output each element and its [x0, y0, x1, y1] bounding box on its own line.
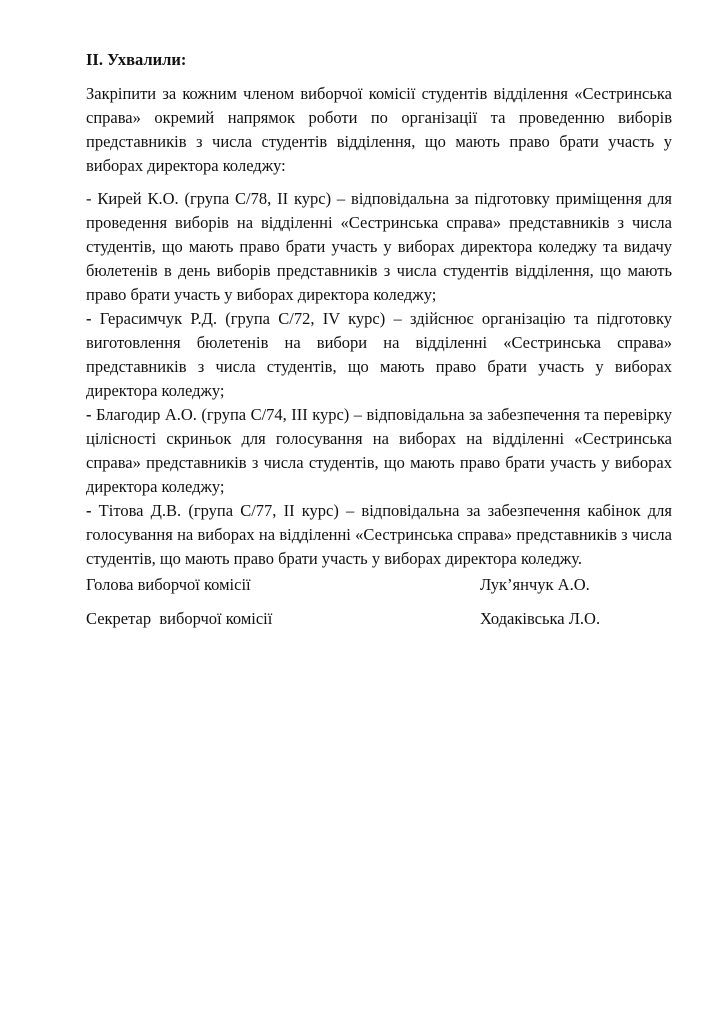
- assignment-item: [86, 307, 672, 403]
- assignment-item: [86, 403, 672, 499]
- section-heading: ІІ. Ухвалили:: [86, 50, 187, 69]
- assignment-item: [86, 499, 672, 571]
- list-dash: -: [86, 405, 92, 424]
- signature-row-secretary: [86, 607, 672, 641]
- assignment-text: Герасимчук Р.Д. (група С/72, IV курс) – здійснює організацію та підготовку виготовлення бюлетенів на вибори на відділенні «Сестринська справа» представників з числа студентів, що мають право брати участь у виборах директора коледжу;: [86, 309, 672, 400]
- signature-name: Лук’янчук А.О.: [480, 575, 590, 594]
- signature-name: Ходаківська Л.О.: [480, 609, 601, 628]
- list-dash: -: [86, 501, 92, 520]
- list-dash: -: [86, 309, 92, 328]
- assignment-text: Тітова Д.В. (група С/77, ІІ курс) – відповідальна за забезпечення кабінок для голосування на виборах на відділенні «Сестринська справа» представників з числа студентів, що мають право брати участь у виборах директора коледжу.: [86, 501, 672, 568]
- signature-role: Голова виборчої комісії: [86, 575, 251, 594]
- signature-row-chair: [86, 573, 672, 607]
- signature-role: Секретар виборчої комісії: [86, 609, 273, 628]
- assignment-text: Благодир А.О. (група С/74, ІІІ курс) – відповідальна за забезпечення та перевірку цілісності скриньок для голосування на виборах на відділенні «Сестринська справа» представників з числа студентів, що мають право брати участь у виборах директора коледжу;: [86, 405, 672, 496]
- assignment-text: Кирей К.О. (група С/78, ІІ курс) – відповідальна за підготовку приміщення для проведення виборів на відділенні «Сестринська справа» представників з числа студентів, що мають право брати участь у виборах директора коледжу та видачу бюлетенів в день виборів представників з числа студентів відділення, що мають право брати участь у виборах директора коледжу;: [86, 189, 672, 304]
- intro-paragraph: Закріпити за кожним членом виборчої комісії студентів відділення «Сестринська справа» окремий напрямок роботи по організації та проведенню виборів представників з числа студентів відділення, що мають право брати участь у виборах директора коледжу:: [86, 84, 672, 175]
- document-body: [86, 48, 672, 571]
- assignment-item: [86, 187, 672, 307]
- signature-block: [86, 573, 672, 641]
- list-dash: -: [86, 189, 92, 208]
